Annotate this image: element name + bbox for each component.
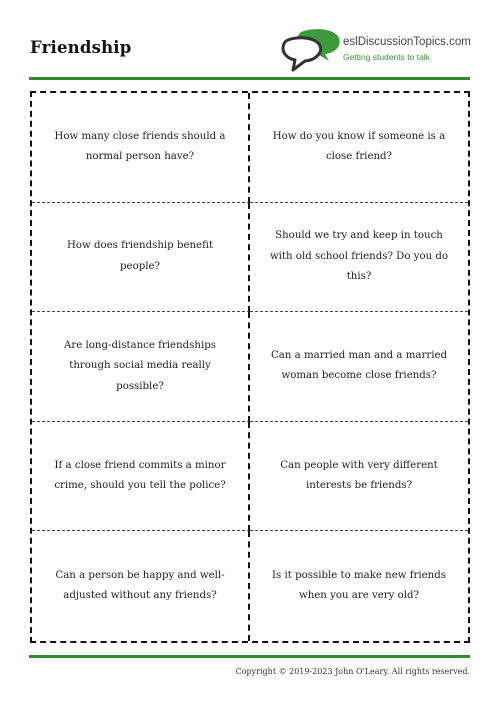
question-card: If a close friend commits a minor crime, should you tell the police?: [32, 422, 250, 532]
question-card: Should we try and keep in touch with old school friends? Do you do this?: [250, 203, 468, 313]
question-card: Are long-distance friendships through social media really possible?: [32, 312, 250, 422]
question-card: Can people with very different interests be friends?: [250, 422, 468, 532]
question-card: Can a married man and a married woman become close friends?: [250, 312, 468, 422]
header-rule: [29, 77, 470, 80]
question-cards-grid: [30, 91, 470, 643]
question-card: How do you know if someone is a close friend?: [250, 93, 468, 203]
copyright-notice: Copyright © 2019-2023 John O'Leary. All rights reserved.: [235, 667, 470, 676]
page-title: Friendship: [30, 38, 132, 57]
question-card: Can a person be happy and well-adjusted without any friends?: [32, 531, 250, 641]
site-logo: [279, 28, 479, 74]
question-card: How many close friends should a normal person have?: [32, 93, 250, 203]
brand-tagline: Getting students to talk: [343, 52, 430, 62]
footer-rule: [29, 655, 470, 658]
question-card: Is it possible to make new friends when you are very old?: [272, 569, 446, 602]
speech-bubbles-icon: [279, 28, 343, 74]
brand-name: eslDiscussionTopics.com: [343, 36, 471, 48]
question-card: How does friendship benefit people?: [32, 203, 250, 313]
